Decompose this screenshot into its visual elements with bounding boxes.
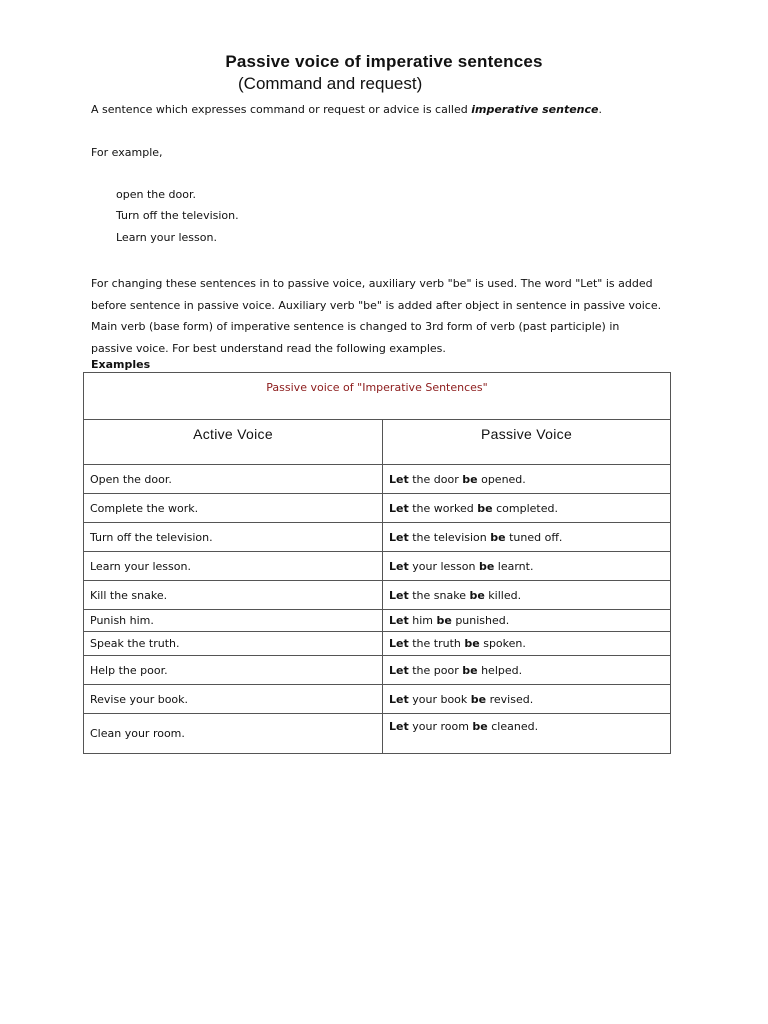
example-item: Turn off the television. bbox=[116, 209, 239, 222]
table-row bbox=[84, 523, 671, 552]
intro-sentence bbox=[91, 103, 602, 117]
active-cell: Revise your book. bbox=[84, 685, 383, 714]
passive-verb: revised. bbox=[486, 692, 534, 706]
passive-verb: learnt. bbox=[494, 559, 534, 573]
passive-cell bbox=[383, 656, 671, 685]
passive-verb: cleaned. bbox=[487, 720, 539, 733]
passive-object: the poor bbox=[408, 663, 463, 677]
be-word: be bbox=[469, 588, 485, 602]
be-word: be bbox=[477, 501, 493, 515]
passive-cell bbox=[383, 610, 671, 632]
passive-verb: tuned off. bbox=[505, 530, 563, 544]
column-header-passive: Passive Voice bbox=[383, 420, 671, 465]
be-word: be bbox=[472, 720, 488, 733]
passive-verb: helped. bbox=[477, 663, 523, 677]
intro-term: imperative sentence bbox=[471, 103, 599, 116]
passive-object: your room bbox=[408, 720, 473, 733]
let-word: Let bbox=[389, 530, 409, 544]
active-cell: Open the door. bbox=[84, 465, 383, 494]
passive-verb: spoken. bbox=[479, 637, 526, 650]
table-row bbox=[84, 494, 671, 523]
passive-cell bbox=[383, 685, 671, 714]
passive-object: the television bbox=[408, 530, 491, 544]
table-row bbox=[84, 610, 671, 632]
page-title: Passive voice of imperative sentences bbox=[225, 52, 543, 71]
let-word: Let bbox=[389, 637, 409, 650]
passive-verb: opened. bbox=[477, 472, 526, 486]
example-item: Learn your lesson. bbox=[116, 231, 217, 244]
table-row bbox=[84, 581, 671, 610]
passive-object: your lesson bbox=[408, 559, 479, 573]
passive-object: the snake bbox=[408, 588, 470, 602]
be-word: be bbox=[462, 472, 478, 486]
table-row bbox=[84, 685, 671, 714]
table-row bbox=[84, 656, 671, 685]
passive-object: the worked bbox=[408, 501, 478, 515]
let-word: Let bbox=[389, 614, 409, 627]
paragraph-line: before sentence in passive voice. Auxiliary verb "be" is added after object in sentence in passive voice. bbox=[91, 298, 662, 312]
active-cell: Complete the work. bbox=[84, 494, 383, 523]
passive-object: the door bbox=[408, 472, 463, 486]
active-cell: Punish him. bbox=[84, 610, 383, 632]
active-cell: Turn off the television. bbox=[84, 523, 383, 552]
passive-verb: killed. bbox=[484, 588, 522, 602]
passive-cell bbox=[383, 632, 671, 656]
voice-table bbox=[83, 372, 671, 754]
for-example-label: For example, bbox=[91, 146, 163, 159]
active-cell: Clean your room. bbox=[84, 714, 383, 754]
example-item: open the door. bbox=[116, 188, 196, 201]
passive-cell bbox=[383, 465, 671, 494]
explanation-paragraph bbox=[91, 273, 661, 359]
intro-text-before: A sentence which expresses command or request or advice is called bbox=[91, 103, 472, 116]
let-word: Let bbox=[389, 692, 409, 706]
passive-verb: completed. bbox=[492, 501, 558, 515]
passive-cell bbox=[383, 581, 671, 610]
table-row bbox=[84, 632, 671, 656]
passive-object: him bbox=[408, 614, 437, 627]
let-word: Let bbox=[389, 663, 409, 677]
column-header-active: Active Voice bbox=[84, 420, 383, 465]
passive-object: your book bbox=[408, 692, 471, 706]
passive-object: the truth bbox=[408, 637, 465, 650]
be-word: be bbox=[462, 663, 478, 677]
be-word: be bbox=[464, 637, 480, 650]
intro-text-after: . bbox=[598, 103, 602, 116]
let-word: Let bbox=[389, 472, 409, 486]
be-word: be bbox=[436, 614, 452, 627]
active-cell: Learn your lesson. bbox=[84, 552, 383, 581]
passive-verb: punished. bbox=[451, 614, 510, 627]
let-word: Let bbox=[389, 559, 409, 573]
examples-heading: Examples bbox=[91, 358, 151, 371]
table-row bbox=[84, 714, 671, 754]
be-word: be bbox=[470, 692, 487, 706]
active-cell: Speak the truth. bbox=[84, 632, 383, 656]
active-cell: Kill the snake. bbox=[84, 581, 383, 610]
page-subtitle: (Command and request) bbox=[238, 74, 423, 93]
passive-cell bbox=[383, 494, 671, 523]
paragraph-line: passive voice. For best understand read the following examples. bbox=[91, 341, 446, 355]
table-caption: Passive voice of "Imperative Sentences" bbox=[84, 373, 671, 420]
paragraph-line: For changing these sentences in to passive voice, auxiliary verb "be" is used. The word "Let" is added bbox=[91, 277, 653, 290]
passive-cell bbox=[383, 523, 671, 552]
table-row bbox=[84, 465, 671, 494]
table-caption-row bbox=[84, 373, 671, 420]
active-cell: Help the poor. bbox=[84, 656, 383, 685]
let-word: Let bbox=[389, 501, 409, 515]
passive-cell bbox=[383, 552, 671, 581]
table-row bbox=[84, 552, 671, 581]
let-word: Let bbox=[389, 588, 409, 602]
passive-cell bbox=[383, 714, 671, 754]
paragraph-line: Main verb (base form) of imperative sentence is changed to 3rd form of verb (past participle) in bbox=[91, 320, 620, 333]
let-word: Let bbox=[389, 720, 409, 733]
table-header-row bbox=[84, 420, 671, 465]
be-word: be bbox=[490, 530, 506, 544]
be-word: be bbox=[478, 559, 495, 573]
